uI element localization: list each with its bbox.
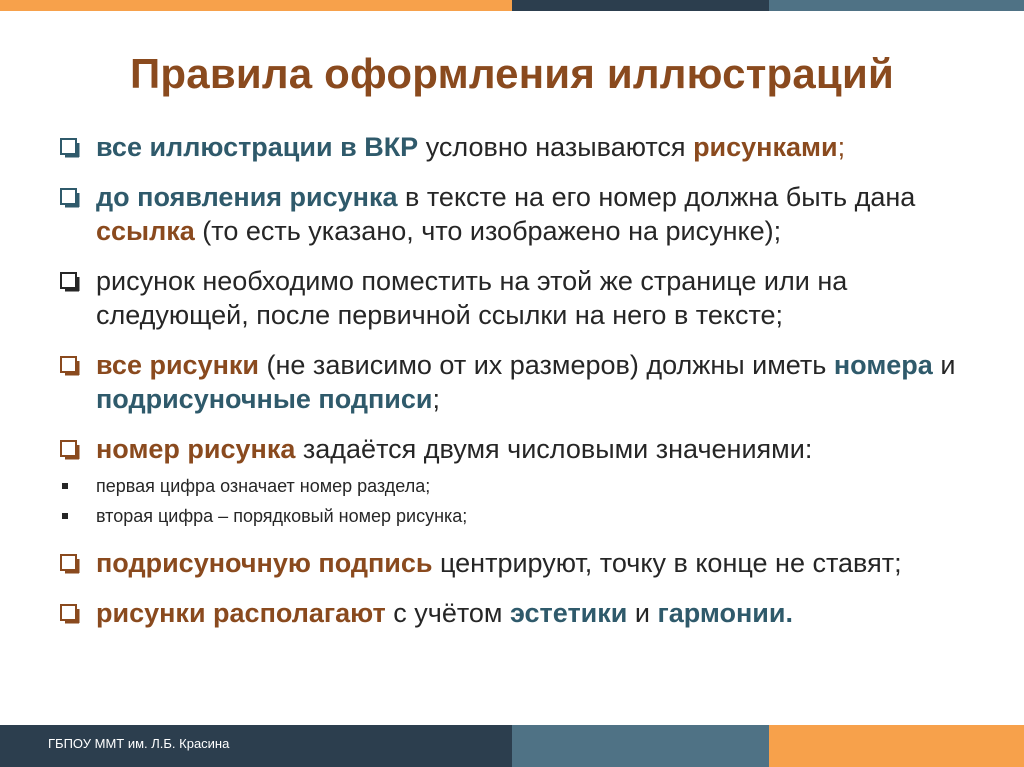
list-item <box>60 546 960 580</box>
item-highlight: все иллюстрации в ВКР <box>96 132 419 162</box>
item-text: с учётом <box>385 598 510 628</box>
item-highlight: все рисунки <box>96 350 260 380</box>
checkbox-icon <box>60 356 80 376</box>
top-bar-dark-segment <box>512 0 769 11</box>
bottom-bar-steel-segment <box>512 725 769 767</box>
item-highlight: ссылка <box>96 216 195 246</box>
sub-list-item <box>60 474 960 498</box>
list-item <box>60 130 960 164</box>
item-text: условно называются <box>418 132 694 162</box>
item-text: центрируют, точку в конце не ставят; <box>432 548 902 578</box>
slide-title: Правила оформления иллюстраций <box>130 50 894 97</box>
item-highlight: гармонии. <box>657 598 793 628</box>
sub-list-item <box>60 504 960 528</box>
rules-list <box>60 130 960 646</box>
item-text: (то есть указано, что изображено на рисунке); <box>194 216 782 246</box>
item-highlight: подрисуночную подпись <box>96 548 433 578</box>
item-text: ; <box>837 132 846 162</box>
sub-item-text: первая цифра означает номер раздела; <box>96 476 431 496</box>
item-highlight: подрисуночные подписи <box>96 384 433 414</box>
bottom-color-bar <box>0 725 1024 767</box>
top-color-bar <box>0 0 1024 11</box>
top-bar-orange-segment <box>0 0 512 11</box>
checkbox-icon <box>60 138 80 158</box>
list-item <box>60 348 960 416</box>
sub-item-text: вторая цифра – порядковый номер рисунка; <box>96 506 468 526</box>
item-text: и <box>627 598 658 628</box>
item-text: задаётся двумя числовыми значениями: <box>295 434 813 464</box>
checkbox-icon <box>60 440 80 460</box>
square-bullet-icon <box>62 483 68 489</box>
list-item <box>60 180 960 248</box>
bottom-bar-orange-segment <box>769 725 1024 767</box>
item-text: ; <box>432 384 441 414</box>
item-text: в тексте на его номер должна быть дана <box>397 182 916 212</box>
list-item <box>60 264 960 332</box>
footer-institution: ГБПОУ ММТ им. Л.Б. Красина <box>48 736 230 751</box>
list-item <box>60 432 960 466</box>
checkbox-icon <box>60 188 80 208</box>
item-text: (не зависимо от их размеров) должны иметь <box>259 350 834 380</box>
item-highlight: эстетики <box>509 598 628 628</box>
checkbox-icon <box>60 554 80 574</box>
checkbox-icon <box>60 272 80 292</box>
item-highlight: рисунки располагают <box>96 598 386 628</box>
item-highlight: рисунками <box>693 132 838 162</box>
item-highlight: номера <box>833 350 933 380</box>
item-text: и <box>932 350 956 380</box>
item-text: рисунок необходимо поместить на этой же странице или на следующей, после первичной ссылки на него в тексте; <box>96 266 848 330</box>
list-item <box>60 596 960 630</box>
bottom-bar-dark-segment <box>0 725 512 767</box>
item-highlight: номер рисунка <box>96 434 296 464</box>
checkbox-icon <box>60 604 80 624</box>
top-bar-steel-segment <box>769 0 1024 11</box>
square-bullet-icon <box>62 513 68 519</box>
item-highlight: до появления рисунка <box>96 182 398 212</box>
